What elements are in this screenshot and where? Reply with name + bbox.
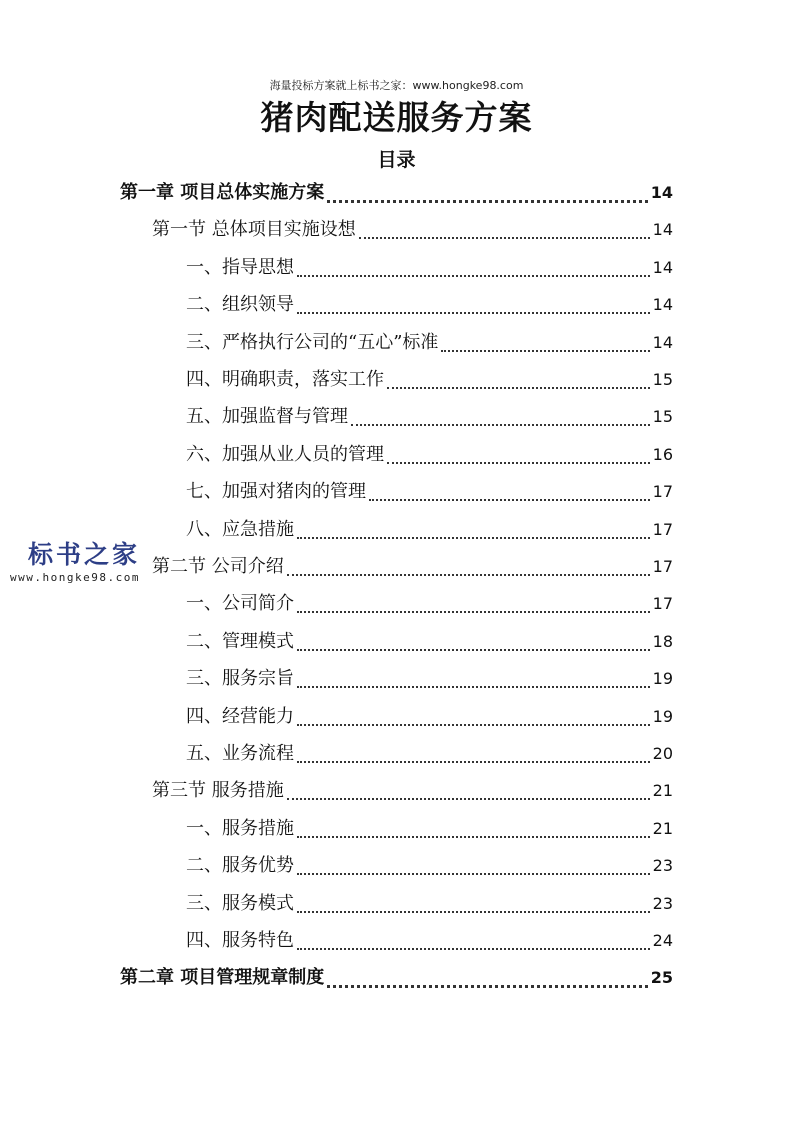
toc-entry-label: 四、经营能力 — [186, 705, 294, 727]
toc-dot-leader — [297, 761, 650, 763]
toc-dot-leader — [287, 798, 650, 800]
toc-entry[interactable] — [186, 287, 673, 323]
toc-dot-leader — [297, 948, 650, 950]
toc-entry-page: 21 — [652, 781, 673, 801]
toc-entry-page: 21 — [652, 818, 673, 838]
toc-dot-leader — [297, 911, 650, 913]
toc-dot-leader — [327, 985, 647, 988]
toc-entry-page: 23 — [652, 856, 673, 876]
toc-entry[interactable] — [186, 811, 673, 847]
toc-entry-page: 17 — [652, 594, 673, 614]
toc-entry-label: 五、加强监督与管理 — [186, 406, 348, 428]
toc-dot-leader — [387, 462, 650, 464]
toc-dot-leader — [287, 574, 650, 576]
toc-dot-leader — [297, 873, 650, 875]
toc-dot-leader — [297, 611, 650, 613]
toc-entry-label: 第一章 项目总体实施方案 — [120, 182, 325, 203]
toc-entry-page: 14 — [652, 332, 673, 352]
toc-entry[interactable] — [152, 773, 673, 809]
toc-entry[interactable] — [186, 624, 673, 660]
toc-dot-leader — [297, 724, 650, 726]
toc-entry[interactable] — [186, 848, 673, 884]
toc-entry-page: 25 — [650, 968, 673, 988]
toc-dot-leader — [369, 499, 650, 501]
toc-entry[interactable] — [152, 549, 673, 585]
toc-entry[interactable] — [186, 250, 673, 286]
toc-entry-label: 一、指导思想 — [186, 256, 294, 278]
toc-entry-label: 三、严格执行公司的“五心”标准 — [186, 331, 439, 353]
toc-entry-page: 23 — [652, 893, 673, 913]
toc-entry[interactable] — [152, 212, 673, 248]
header-note: 海量投标方案就上标书之家：www.hongke98.com — [269, 79, 524, 92]
toc-entry-label: 第一节 总体项目实施设想 — [152, 219, 356, 241]
toc-dot-leader — [351, 424, 650, 426]
toc-entry-label: 三、服务宗旨 — [186, 668, 294, 690]
toc-entry-page: 14 — [652, 295, 673, 315]
document-title: 猪肉配送服务方案 — [260, 98, 533, 137]
toc-entry-page: 14 — [652, 220, 673, 240]
toc-entry-label: 第二章 项目管理规章制度 — [120, 967, 325, 989]
toc-entry-label: 二、管理模式 — [186, 630, 294, 652]
toc-entry[interactable] — [186, 437, 673, 473]
toc-entry-label: 第三节 服务措施 — [152, 780, 284, 802]
toc-entry-page: 15 — [652, 407, 673, 427]
watermark-logo — [10, 535, 160, 584]
toc-entry[interactable] — [186, 325, 673, 361]
toc-dot-leader — [387, 387, 650, 389]
toc-entry-page: 24 — [652, 931, 673, 950]
toc-entry-label: 六、加强从业人员的管理 — [186, 443, 384, 465]
watermark-url: www.hongke98.com — [10, 571, 140, 584]
toc-entry-label: 四、明确职责，落实工作 — [186, 369, 384, 390]
toc-entry-label: 三、服务模式 — [186, 892, 294, 914]
toc-entry[interactable] — [186, 886, 673, 922]
toc-entry-page: 14 — [652, 257, 673, 277]
toc-entry-label: 二、服务优势 — [186, 855, 294, 877]
toc-entry[interactable] — [186, 362, 673, 398]
toc-dot-leader — [297, 649, 650, 651]
toc-entry-page: 16 — [652, 444, 673, 464]
toc-entry-page: 19 — [652, 669, 673, 689]
toc-entry-label: 四、服务特色 — [186, 930, 294, 951]
toc-entry-label: 一、公司简介 — [186, 593, 294, 615]
toc-entry-page: 15 — [652, 370, 673, 389]
toc-entry-page: 17 — [652, 519, 673, 539]
toc-dot-leader — [297, 537, 650, 539]
toc-dot-leader — [359, 237, 650, 239]
toc-dot-leader — [327, 200, 647, 203]
toc-entry-page: 17 — [652, 557, 673, 576]
toc-entry[interactable] — [186, 399, 673, 435]
toc-dot-leader — [297, 836, 650, 838]
toc-dot-leader — [297, 275, 650, 277]
toc-dot-leader — [441, 350, 649, 352]
toc-entry[interactable] — [120, 960, 673, 996]
toc-entry[interactable] — [186, 512, 673, 548]
toc-heading: 目录 — [377, 149, 416, 171]
watermark-text: 标书之家 — [28, 540, 141, 569]
toc-dot-leader — [297, 312, 650, 314]
toc-dot-leader — [297, 686, 650, 688]
toc-entry-page: 18 — [652, 631, 673, 651]
toc-entry-page: 14 — [650, 183, 673, 202]
toc-entry-label: 一、服务措施 — [186, 817, 294, 839]
toc-entry[interactable] — [186, 474, 673, 510]
toc-entry-page: 17 — [652, 482, 673, 502]
toc-entry[interactable] — [186, 923, 673, 959]
toc-entry[interactable] — [186, 586, 673, 622]
toc-entry-label: 八、应急措施 — [186, 518, 294, 540]
toc-entry[interactable] — [186, 661, 673, 697]
toc-entry-label: 二、组织领导 — [186, 294, 294, 316]
toc-entry-page: 19 — [652, 706, 673, 726]
toc-entry-label: 七、加强对猪肉的管理 — [186, 481, 366, 503]
toc-entry-page: 20 — [652, 744, 673, 763]
toc-entry[interactable] — [120, 175, 673, 211]
toc-entry[interactable] — [186, 736, 673, 772]
toc-entry-label: 第二节 公司介绍 — [152, 556, 284, 577]
toc-entry-label: 五、业务流程 — [186, 743, 294, 764]
toc-entry[interactable] — [186, 699, 673, 735]
